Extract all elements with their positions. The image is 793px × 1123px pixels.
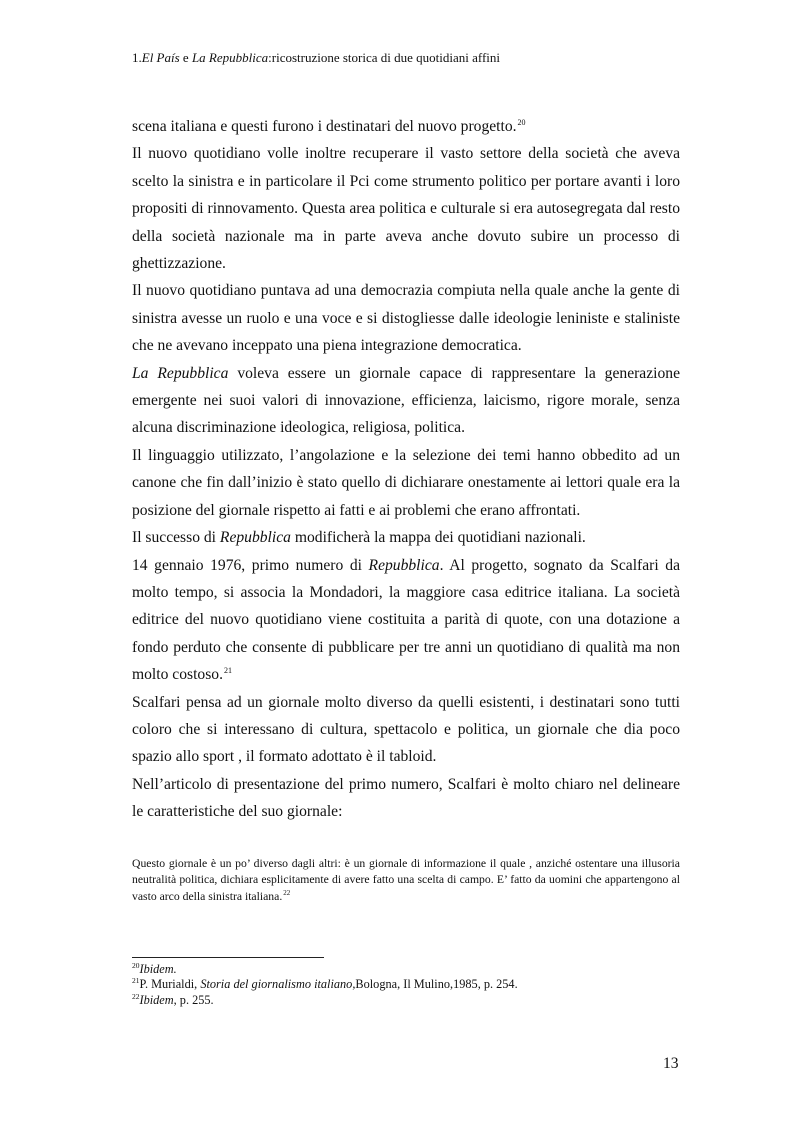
footnote-ref: 21 bbox=[223, 665, 232, 675]
header-chapter-number: 1. bbox=[132, 50, 142, 65]
header-subtitle: :ricostruzione storica di due quotidiani affini bbox=[268, 50, 501, 65]
footnote-separator bbox=[132, 957, 324, 958]
header-title-el-pais: El País bbox=[141, 50, 180, 65]
page-number: 13 bbox=[663, 1055, 679, 1072]
paragraph: Il successo di Repubblica modificherà la mappa dei quotidiani nazionali. bbox=[132, 529, 586, 547]
paragraph: Nell’articolo di presentazione del primo numero, Scalfari è molto chiaro nel delineare le caratteristiche del suo giornale: bbox=[132, 775, 680, 821]
running-header bbox=[132, 50, 500, 66]
block-quote: Questo giornale è un po’ diverso dagli altri: è un giornale di informazione il quale , anziché ostentare una illusoria neutralità politica, dichiara esplicitamente di avere fatto una scelta di campo. E’ fatto da uomini che appartengono al vasto arco della sinistra italiana.$^{22}$ bbox=[132, 857, 680, 903]
footnotes bbox=[132, 962, 518, 1008]
paragraph: La Repubblica voleva essere un giornale capace di rappresentare la generazione emergente nei suoi valori di innovazione, efficienza, laicismo, rigore morale, senza alcuna discriminazione ideologica, religiosa, politica. bbox=[132, 364, 681, 437]
paragraph: Il nuovo quotidiano volle inoltre recuperare il vasto settore della società che aveva scelto la sinistra e in particolare il Pci come strumento politico per portare avanti i loro propositi di rinnovamento. Questa area politica e culturale si era autosegregata dal resto della società nazionale ma in parte aveva anche dovuto subire un processo di ghettizzazione. bbox=[132, 145, 680, 273]
footnote: $^{20}$Ibidem. bbox=[132, 960, 177, 976]
footnote-ref: 22 bbox=[283, 888, 291, 897]
header-conjunction: e bbox=[179, 50, 192, 65]
paragraph: Il linguaggio utilizzato, l’angolazione e la selezione dei temi hanno obbedito ad un canone che fin dall’inizio è stato quello di dichiarare onestamente ai lettori quale era la posizione del giornale rispetto ai fatti e ai problemi che erano affrontati. bbox=[132, 446, 680, 519]
paragraph: 14 gennaio 1976, primo numero di Repubblica. Al progetto, sognato da Scalfari da molto tempo, si associa la Mondadori, la maggiore casa editrice italiana. La società editrice del nuovo quotidiano viene costituita a parità di quote, con una dotazione a fondo perduto che consente di pubblicare per tre anni un quotidiano di qualità ma non molto costoso.$^{21}$ bbox=[132, 556, 680, 684]
body-text bbox=[132, 113, 680, 826]
footnote: $^{21}$P. Murialdi, Storia del giornalismo italiano,Bologna, Il Mulino,1985, p. 254. bbox=[132, 976, 518, 992]
paragraph: Scalfari pensa ad un giornale molto diverso da quelli esistenti, i destinatari sono tutti coloro che si interessano di cultura, spettacolo e politica, un giornale che dia poco spazio allo sport , il formato adottato è il tabloid. bbox=[132, 693, 680, 766]
header-title-la-repubblica: La Repubblica bbox=[191, 50, 269, 65]
paragraph: scena italiana e questi furono i destinatari del nuovo progetto.$^{20}$ bbox=[132, 117, 526, 135]
footnote-ref: 20 bbox=[517, 117, 526, 127]
paragraph: Il nuovo quotidiano puntava ad una democrazia compiuta nella quale anche la gente di sinistra avesse un ruolo e una voce e si distogliesse dalle ideologie leniniste e staliniste che ne avevano inceppato una piena integrazione democratica. bbox=[132, 282, 680, 355]
footnote: $^{22}$Ibidem, p. 255. bbox=[132, 991, 214, 1007]
